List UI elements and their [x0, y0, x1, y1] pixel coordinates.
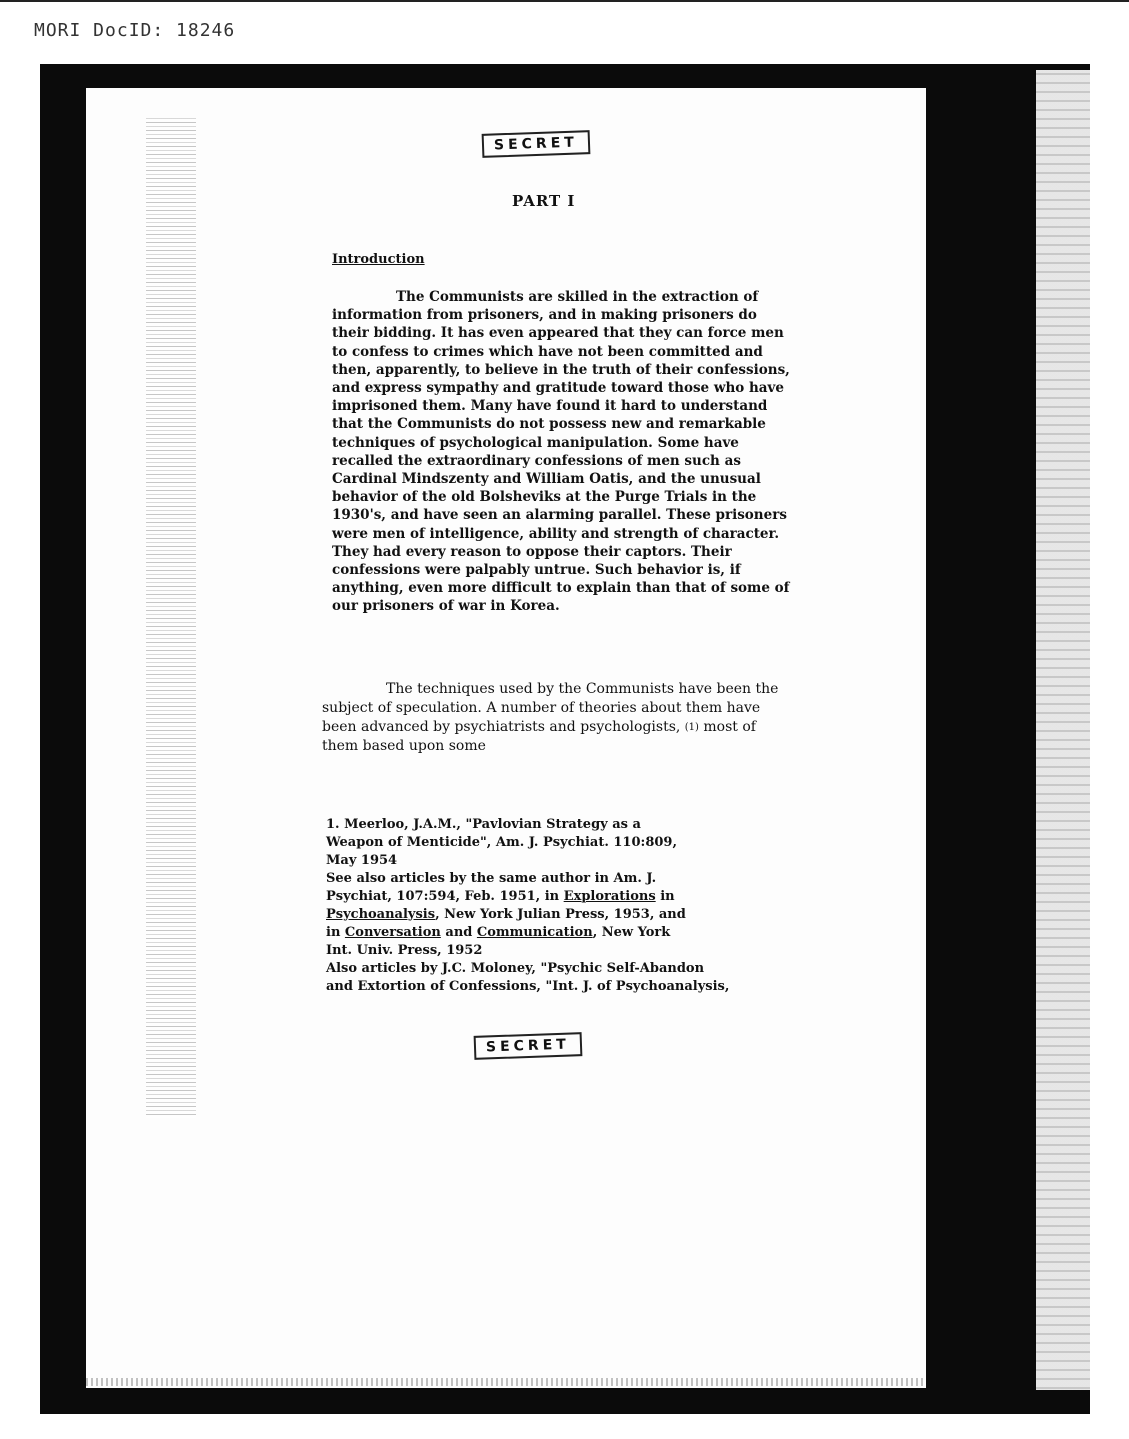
footnote-title: Explorations: [563, 889, 656, 904]
part-heading: PART I: [512, 192, 576, 210]
footnote-line: Int. Univ. Press, 1952: [326, 943, 483, 958]
paragraph-2-cont: most of them based upon some: [322, 719, 756, 754]
section-title: Introduction: [332, 252, 425, 267]
footnote-title: Psychoanalysis: [326, 907, 436, 922]
left-margin-noise: [146, 118, 196, 1118]
scan-edge-noise: [1036, 70, 1090, 1390]
footnote-text: in: [326, 925, 341, 940]
paragraph-1: The Communists are skilled in the extraction of information from prisoners, and in making prisoners do their bidding. It has even appeared that they can force men to confess to crimes which have not been committed and then, apparently, to believe in the truth of their confessions, and express sympathy and gratitude toward those who have imprisoned them. Many have found it hard to understand that the Communists do not possess new and remarkable techniques of psychological manipulation. Some have recalled the extraordinary confessions of men such as Cardinal Mindszenty and William Oatis, and the unusual behavior of the old Bolsheviks at the Purge Trials in the 1930's, and have seen an alarming parallel. These prisoners were men of intelligence, ability and strength of character. They had every reason to oppose their captors. Their confessions were palpably untrue. Such behavior is, if anything, even more difficult to explain than that of some of our prisoners of war in Korea.: [332, 289, 790, 615]
classification-stamp-bottom: SECRET: [474, 1032, 583, 1060]
footnote-title: Conversation: [344, 925, 441, 940]
top-rule: [0, 0, 1129, 2]
footnote-text: Psychiat, 107:594, Feb. 1951, in: [326, 889, 560, 904]
footnote-text: , New York Julian Press, 1953, and: [435, 907, 686, 922]
footnote-line: See also articles by the same author in Am. J.: [326, 871, 657, 886]
document-page: [86, 88, 926, 1388]
doc-id-label: MORI DocID: 18246: [34, 20, 236, 41]
footnote-line: 1. Meerloo, J.A.M., "Pavlovian Strategy as a: [326, 817, 641, 832]
footnote-line: [326, 906, 806, 924]
footnote-line: Weapon of Menticide", Am. J. Psychiat. 110:809,: [326, 835, 677, 850]
footnote-line: Also articles by J.C. Moloney, "Psychic Self-Abandon: [326, 961, 705, 976]
footnote-line: and Extortion of Confessions, "Int. J. of Psychoanalysis,: [326, 979, 730, 994]
footnote-line: May 1954: [326, 853, 398, 868]
paragraph-2: [322, 680, 784, 756]
paragraph-2-text: The techniques used by the Communists have been the subject of speculation. A number of theories about them have been advanced by psychiatrists and psychologists,: [322, 681, 779, 735]
footnote-block: [326, 816, 806, 996]
footnote-line: [326, 924, 806, 942]
footnote-line: [326, 888, 806, 906]
footnote-text: in: [660, 889, 675, 904]
footnote-text: and: [445, 925, 473, 940]
footnote-ref: (1): [684, 722, 699, 733]
footnote-title: Communication: [476, 925, 593, 940]
footnote-text: , New York: [592, 925, 671, 940]
classification-stamp-top: SECRET: [482, 130, 591, 158]
bottom-edge-noise: [86, 1378, 926, 1386]
